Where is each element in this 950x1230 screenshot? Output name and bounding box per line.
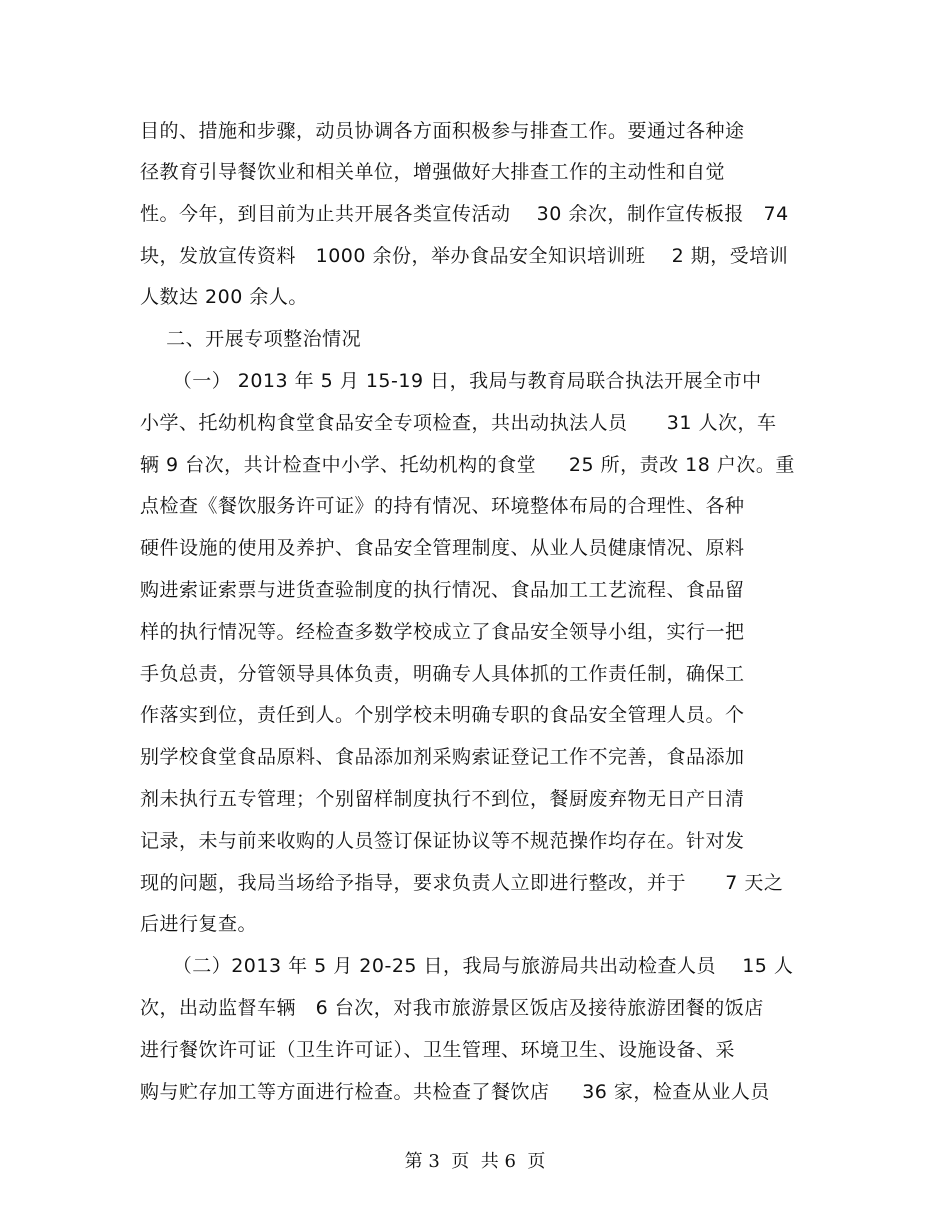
body-text-line: 样的执行情况等。经检查多数学校成立了食品安全领导小组，实行一把	[140, 621, 745, 643]
body-text-line: （二）2013 年 5 月 20-25 日，我局与旅游局共出动检查人员 15 人	[140, 955, 794, 977]
page-number-footer: 第 3 页 共 6 页	[404, 1151, 546, 1172]
body-text-line: 作落实到位，责任到人。个别学校未明确专职的食品安全管理人员。个	[140, 704, 745, 726]
body-text-line: 点检查《餐饮服务许可证》的持有情况、环境整体布局的合理性、各种	[140, 495, 745, 517]
body-text-line: 块，发放宣传资料 1000 余份，举办食品安全知识培训班 2 期，受培训	[140, 245, 789, 267]
body-text-line: 手负总责，分管领导具体负责，明确专人具体抓的工作责任制，确保工	[140, 663, 745, 685]
body-text-line: 径教育引导餐饮业和相关单位，增强做好大排查工作的主动性和自觉	[140, 161, 726, 183]
body-text-line: 剂未执行五专管理；个别留样制度执行不到位，餐厨废弃物无日产日清	[140, 788, 745, 810]
body-text-line: 人数达 200 余人。	[140, 286, 308, 308]
body-text-line: 性。今年，到目前为止共开展各类宣传活动 30 余次，制作宣传板报 74	[140, 203, 789, 225]
body-text-line: 硬件设施的使用及养护、食品安全管理制度、从业人员健康情况、原料	[140, 537, 745, 559]
body-text-line: 购进索证索票与进货查验制度的执行情况、食品加工工艺流程、食品留	[140, 579, 745, 601]
body-text-line: 后进行复查。	[140, 913, 258, 935]
section-heading: 二、开展专项整治情况	[140, 328, 362, 350]
body-text-line: 记录，未与前来收购的人员签订保证协议等不规范操作均存在。针对发	[140, 830, 745, 852]
body-text-line: 次，出动监督车辆 6 台次，对我市旅游景区饭店及接待旅游团餐的饭店	[140, 997, 764, 1019]
body-text-line: 现的问题，我局当场给予指导，要求负责人立即进行整改，并于 7 天之	[140, 872, 784, 894]
body-text-line: 购与贮存加工等方面进行检查。共检查了餐饮店 36 家，检查从业人员	[140, 1081, 770, 1103]
body-text-line: 目的、措施和步骤，动员协调各方面积极参与排查工作。要通过各种途	[140, 120, 745, 142]
body-text-line: 辆 9 台次，共计检查中小学、托幼机构的食堂 25 所，责改 18 户次。重	[140, 454, 795, 476]
body-text-line: （一） 2013 年 5 月 15-19 日，我局与教育局联合执法开展全市中	[140, 370, 762, 392]
body-text-line: 进行餐饮许可证（卫生许可证）、卫生管理、环境卫生、设施设备、采	[140, 1039, 736, 1061]
body-text-line: 小学、托幼机构食堂食品安全专项检查，共出动执法人员 31 人次，车	[140, 412, 777, 434]
body-text-line: 别学校食堂食品原料、食品添加剂采购索证登记工作不完善，食品添加	[140, 746, 745, 768]
